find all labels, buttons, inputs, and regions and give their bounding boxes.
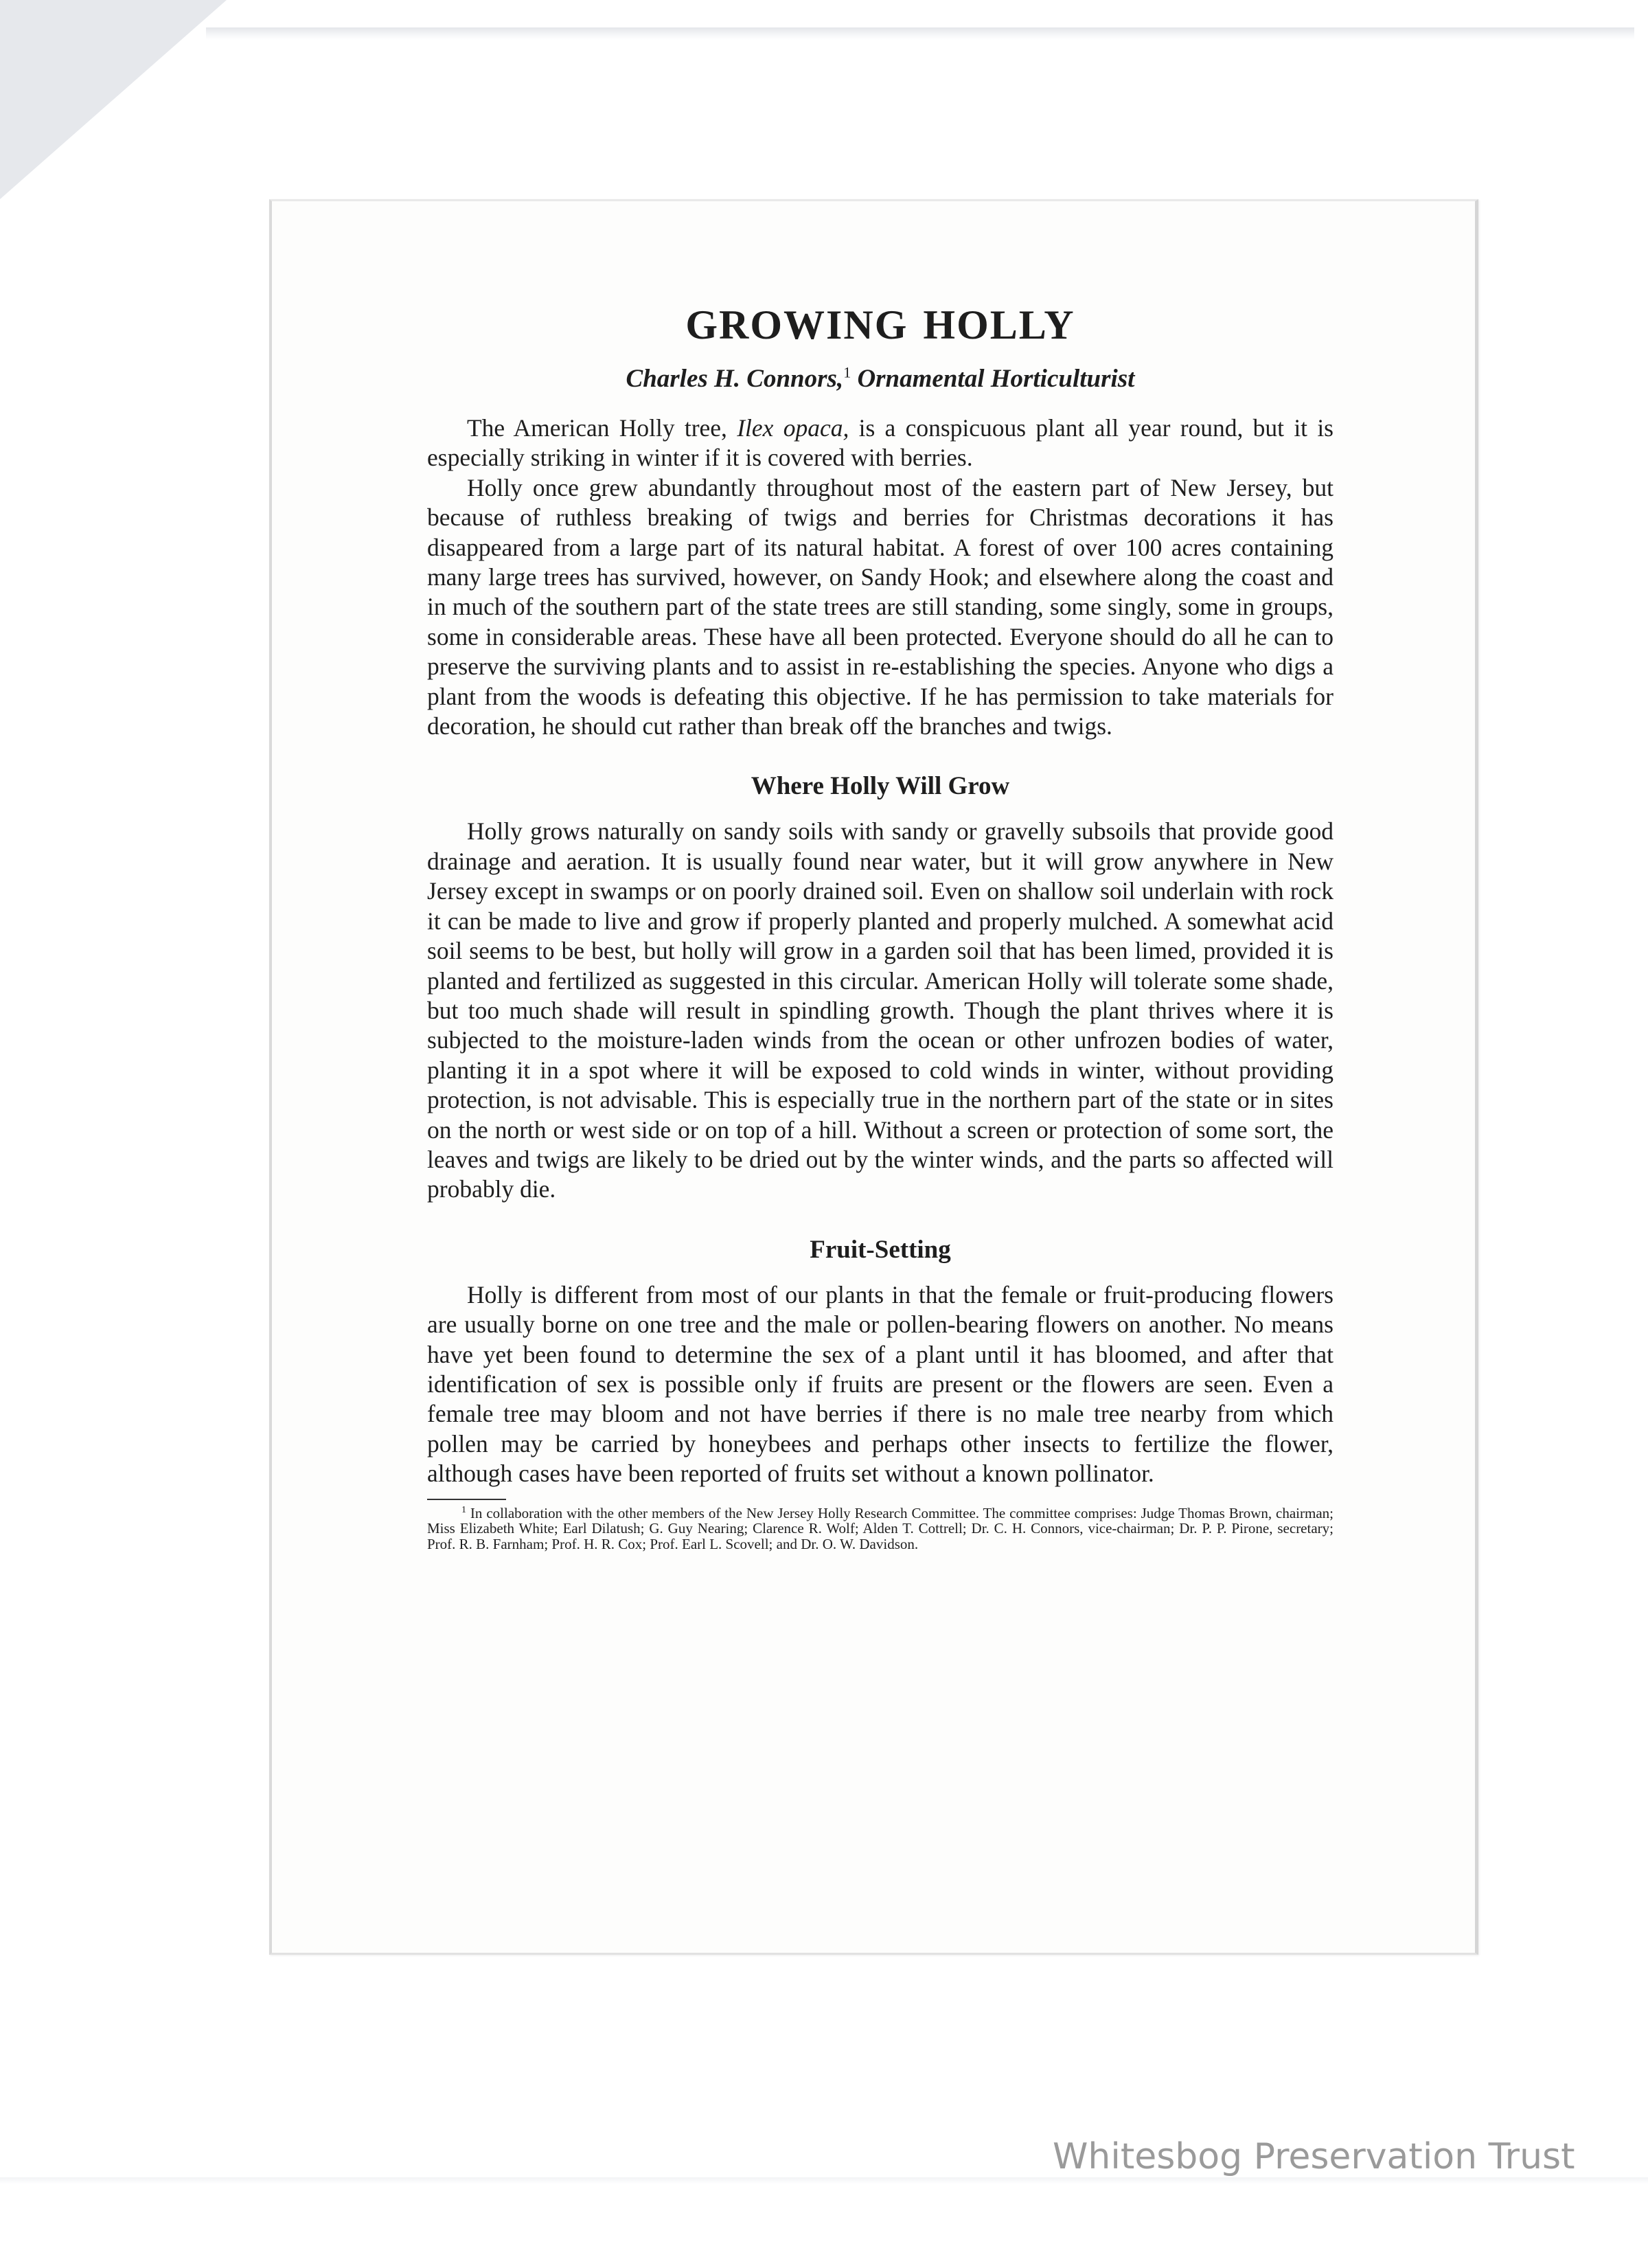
- byline: [427, 364, 1334, 394]
- section-heading: Fruit-Setting: [810, 1235, 951, 1264]
- paragraph: Holly once grew abundantly throughout most of the eastern part of New Jersey, but because of ruthless breaking of twigs and berries for Christmas decorations it has disappeared from a large part of its natural habitat. A forest of over 100 acres containing many large trees has survived, however, on Sandy Hook; and elsewhere along the coast and in much of the southern part of the state trees are still standing, some singly, some in groups, some in considerable areas. These have all been protected. Everyone should do all he can to preserve the surviving plants and to assist in re-establishing the species. Anyone who digs a plant from the woods is defeating this objective. If he has permission to take materials for decoration, he should cut rather than break off the branches and twigs.: [427, 473, 1334, 740]
- paragraph-text: is a conspicuous plant all year round, but it is especially striking in winter if it is covered with berries.: [427, 414, 1334, 472]
- page-content: [427, 301, 1334, 1552]
- paragraph: Holly grows naturally on sandy soils with sandy or gravelly subsoils that provide good drainage and aeration. It is usually found near water, but it will grow anywhere in New Jersey except in swamps or on poorly drained soil. Even on shallow soil underlain with rock it can be made to live and grow if properly planted and properly mulched. A somewhat acid soil seems to be best, but holly will grow in a garden soil that has been limed, provided it is planted and fertilized as suggested in this circular. American Holly will tolerate some shade, but too much shade will result in spindling growth. Though the plant thrives where it is subjected to the moisture-laden winds from the ocean or other unfrozen bodies of water, planting it in a spot where it will be exposed to cold winds in winter, without providing protection, is not advisable. This is especially true in the northern part of the state or in sites on the north or west side or on top of a hill. Without a screen or protection of some sort, the leaves and twigs are likely to be dried out by the winter winds, and the parts so affected will probably die.: [427, 817, 1334, 1203]
- title-word: GROWING: [685, 302, 908, 348]
- watermark: Whitesbog Preservation Trust: [1053, 2136, 1575, 2177]
- paragraph: Holly is different from most of our plants in that the female or fruit-producing flowers are usually borne on one tree and the male or pollen-bearing flowers on another. No means have yet been found to determine the sex of a plant until it has bloomed, and after that identification of sex is possible only if fruits are present or the flowers are seen. Even a female tree may bloom and not have berries if there is no male tree nearby from which pollen may be carried by honeybees and perhaps other insects to fertilize the flower, although cases have been reported of fruits set without a known pollinator.: [427, 1280, 1334, 1488]
- paragraph-text: The American Holly tree,: [467, 414, 737, 442]
- document-page: [269, 199, 1478, 1955]
- scan-bottom-shadow: [0, 2177, 1648, 2184]
- footnote: [427, 1506, 1334, 1552]
- species-name: Ilex opaca,: [737, 414, 849, 442]
- footnote-mark: 1: [843, 363, 851, 381]
- footnote-text: In collaboration with the other members of the New Jersey Holly Research Committee. The committee comprises: Judge Thomas Brown, chairman; Miss Elizabeth White; Earl Dilatush; G. Guy Nearing; Clarence R. Wolf; Alden T. Cottrell; Dr. C. H. Connors, vice-chairman; Dr. P. P. Pirone, secretary; Prof. R. B. Farnham; Prof. H. R. Cox; Prof. Earl L. Scovell; and Dr. O. W. Davidson.: [427, 1504, 1334, 1552]
- author-role: Ornamental Horticulturist: [857, 365, 1135, 393]
- scan-corner-shadow: [0, 0, 227, 199]
- author-name: Charles H. Connors,: [626, 365, 844, 393]
- footnote-mark: 1: [461, 1504, 466, 1515]
- paragraph: [427, 413, 1334, 473]
- scan-edge-shadow: [206, 27, 1634, 40]
- page-title: [427, 301, 1334, 349]
- section-heading: Where Holly Will Grow: [751, 772, 1010, 801]
- title-word: HOLLY: [923, 302, 1075, 348]
- footnote-divider: [427, 1499, 506, 1500]
